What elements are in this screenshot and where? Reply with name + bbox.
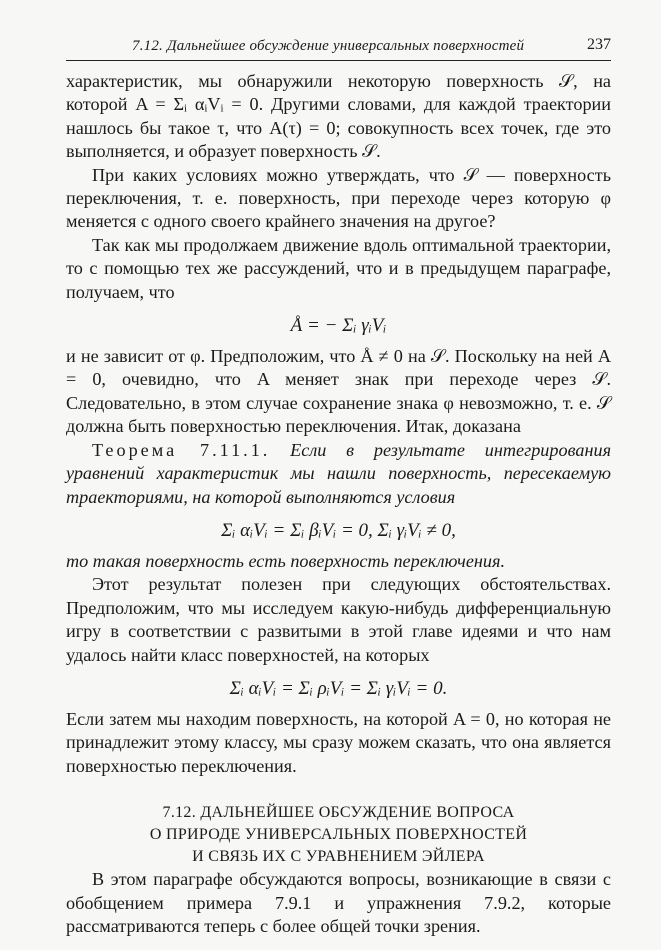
paragraph-3: Так как мы продолжаем движение вдоль оптимальной траектории, то с помощью тех же рассуждений, что и в предыдущем параграфе, получаем, что bbox=[66, 234, 611, 302]
formula-conditions: Σᵢ αᵢVᵢ = Σᵢ βᵢVᵢ = 0, Σᵢ γᵢVᵢ ≠ 0, bbox=[221, 519, 456, 541]
formula-surfaces-class: Σᵢ αᵢVᵢ = Σᵢ ρᵢVᵢ = Σᵢ γᵢVᵢ = 0. bbox=[229, 677, 448, 699]
section-heading-line-2: О ПРИРОДЕ УНИВЕРСАЛЬНЫХ ПОВЕРХНОСТЕЙ bbox=[149, 826, 528, 844]
section-heading bbox=[66, 802, 611, 868]
paragraph-1: характеристик, мы обнаружили некоторую поверхность 𝒮, на которой A = Σᵢ αᵢVᵢ = 0. Другими словами, для каждой траектории нашлось бы такое τ, что A(τ) = 0; совокупность всех точек, где это выполняется, и образует поверхность 𝒮. bbox=[66, 71, 611, 162]
running-title: 7.12. Дальнейшее обсуждение универсальных поверхностей bbox=[132, 38, 525, 54]
page-number: 237 bbox=[587, 36, 611, 53]
paragraph-5: Этот результат полезен при следующих обстоятельствах. Предположим, что мы исследуем какую-нибудь дифференциальную игру в соответствии с развитыми в этой главе идеями и что нам удалось найти класс поверхностей, на которых bbox=[66, 574, 611, 665]
theorem-label: Теорема 7.11.1. bbox=[92, 439, 271, 460]
page-body bbox=[66, 70, 611, 938]
section-intro: В этом параграфе обсуждаются вопросы, возникающие в связи с обобщением примера 7.9.1 и упражнения 7.9.2, которые рассматриваются теперь с более общей точки зрения. bbox=[66, 869, 611, 936]
theorem-7-11-1 bbox=[66, 439, 611, 509]
theorem-conclusion: то такая поверхность есть поверхность переключения. bbox=[66, 550, 506, 571]
section-heading-line-3: И СВЯЗЬ ИХ С УРАВНЕНИЕМ ЭЙЛЕРА bbox=[192, 848, 485, 866]
theorem-text: Если в результате интегрирования уравнений характеристик мы нашли поверхность, пересекаемую траекториями, на которой выполняются условия bbox=[66, 439, 612, 507]
paragraph-6: Если затем мы находим поверхность, на которой A = 0, но которая не принадлежит этому классу, мы сразу можем сказать, что она является поверхностью переключения. bbox=[66, 708, 611, 776]
paragraph-4: и не зависит от φ. Предположим, что Å ≠ 0 на 𝒮. Поскольку на ней A = 0, очевидно, что A меняет знак при переходе через 𝒮. Следовательно, в этом случае сохранение знака φ невозможно, т. е. 𝒮 должна быть поверхностью переключения. Итак, доказана bbox=[66, 346, 611, 437]
running-header bbox=[66, 36, 611, 61]
paragraph-2: При каких условиях можно утверждать, что 𝒮 — поверхность переключения, т. е. поверхность, при переходе через которую φ меняется с одного своего крайнего значения на другое? bbox=[66, 164, 611, 232]
formula-a-dot: Å = − Σᵢ γᵢVᵢ bbox=[290, 315, 387, 337]
section-heading-line-1: 7.12. ДАЛЬНЕЙШЕЕ ОБСУЖДЕНИЕ ВОПРОСА bbox=[162, 804, 515, 822]
